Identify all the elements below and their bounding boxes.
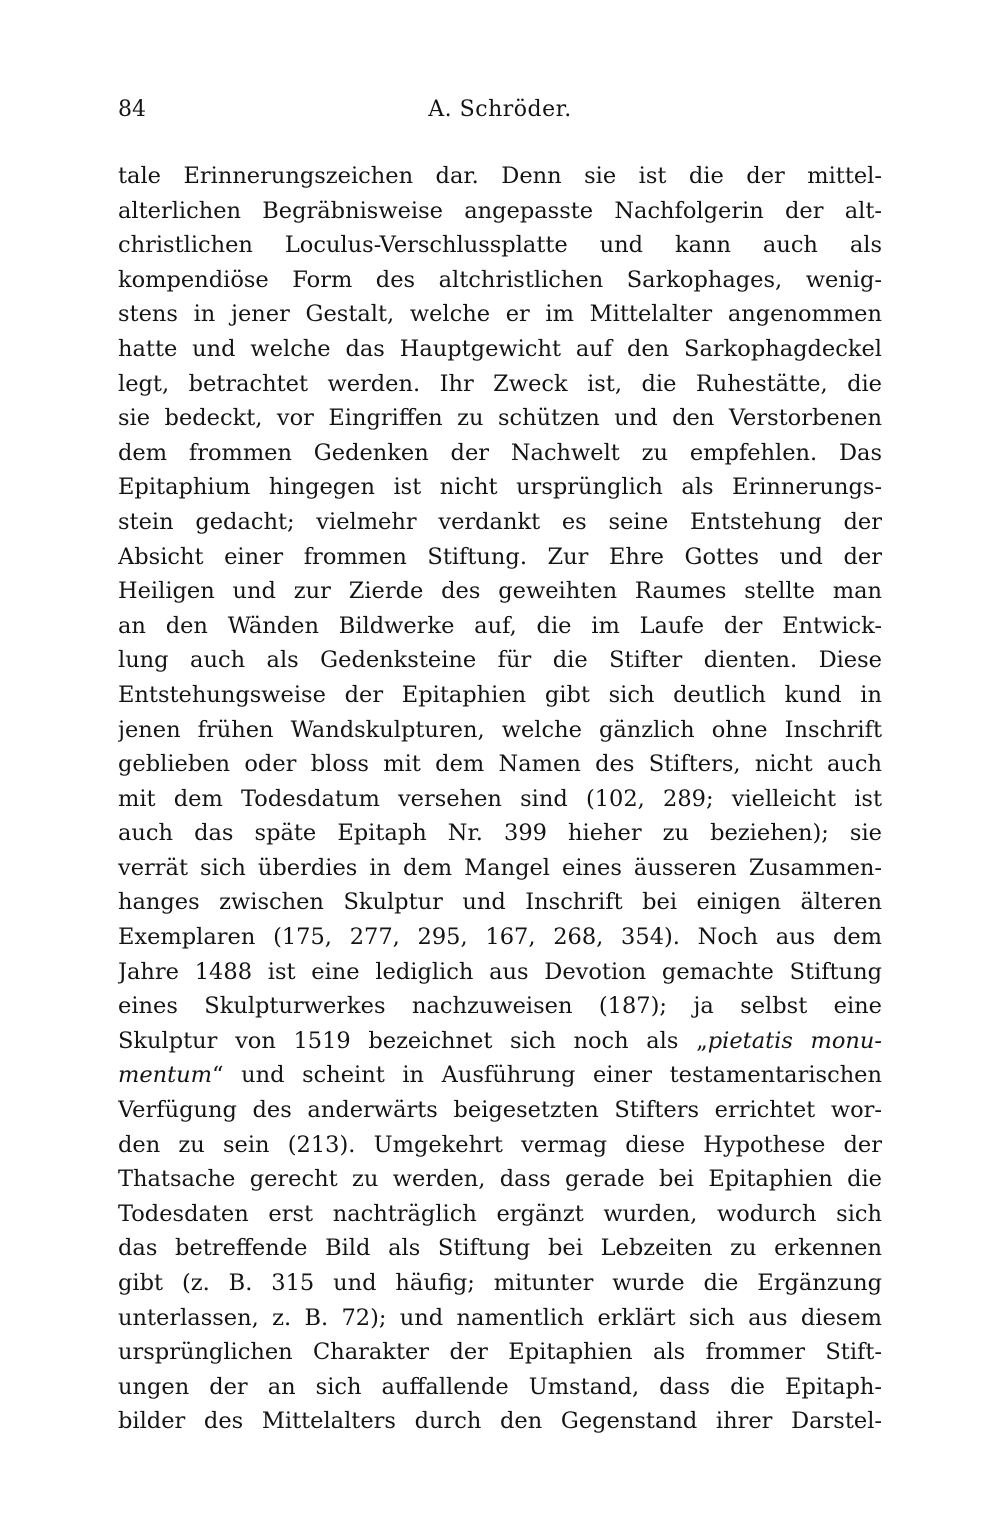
text-line: sie bedeckt, vor Eingriffen zu schützen und den Verstorbenen	[118, 405, 882, 432]
text-line: kompendiöse Form des altchristlichen Sarkophages, wenig-	[118, 266, 882, 293]
running-title: A. Schröder.	[428, 97, 572, 122]
text-line-with-italic	[118, 1058, 882, 1093]
text-line: lung auch als Gedenksteine für die Stifter dienten. Diese	[118, 647, 882, 674]
text-line-with-italic	[118, 1024, 882, 1059]
text-line: das betreffende Bild als Stiftung bei Lebzeiten zu erkennen	[118, 1235, 882, 1262]
running-head	[118, 93, 882, 127]
text-line: an den Wänden Bildwerke auf, die im Laufe der Entwick-	[118, 612, 882, 639]
text-line: hanges zwischen Skulptur und Inschrift bei einigen älteren	[118, 889, 882, 916]
text-line: gibt (z. B. 315 und häufig; mitunter wurde die Ergänzung	[118, 1270, 882, 1296]
text-line: stein gedacht; vielmehr verdankt es seine Entstehung der	[118, 508, 882, 535]
page-number: 84	[118, 97, 146, 122]
text-line: alterlichen Begräbnisweise angepasste Nachfolgerin der alt-	[118, 197, 882, 224]
text-line: unterlassen, z. B. 72); und namentlich erklärt sich aus diesem	[118, 1304, 882, 1331]
text-line: geblieben oder bloss mit dem Namen des Stifters, nicht auch	[118, 751, 882, 778]
text-line: mit dem Todesdatum versehen sind (102, 289; vielleicht ist	[118, 785, 882, 812]
text-line: christlichen Loculus-Verschlussplatte und kann auch als	[118, 232, 882, 259]
text-line: jenen frühen Wandskulpturen, welche gänzlich ohne Inschrift	[118, 716, 882, 743]
text-line: tale Erinnerungszeichen dar. Denn sie ist die der mittel-	[118, 163, 882, 189]
text-line: hatte und welche das Hauptgewicht auf den Sarkophagdeckel	[118, 335, 882, 362]
text-line: stens in jener Gestalt, welche er im Mittelalter angenommen	[118, 301, 882, 328]
text-line: Absicht einer frommen Stiftung. Zur Ehre Gottes und der	[118, 543, 882, 570]
text-line: Exemplaren (175, 277, 295, 167, 268, 354). Noch aus dem	[118, 924, 882, 951]
text-line: Epitaphium hingegen ist nicht ursprünglich als Erinnerungs-	[118, 474, 882, 501]
text-line: Heiligen und zur Zierde des geweihten Raumes stellte man	[118, 578, 882, 605]
line-text: Skulptur von 1519 bezeichnet sich noch als „	[118, 1027, 708, 1054]
text-line: Jahre 1488 ist eine lediglich aus Devotion gemachte Stiftung	[118, 958, 882, 985]
text-line: legt, betrachtet werden. Ihr Zweck ist, die Ruhestätte, die	[118, 370, 882, 397]
text-line: Verfügung des anderwärts beigesetzten Stifters errichtet wor-	[118, 1097, 882, 1124]
text-line: auch das späte Epitaph Nr. 399 hieher zu beziehen); sie	[118, 820, 882, 847]
italic-quote: pietatis monu-	[707, 1027, 882, 1054]
text-line: Thatsache gerecht zu werden, dass gerade bei Epitaphien die	[118, 1166, 882, 1193]
text-line: verrät sich überdies in dem Mangel eines äusseren Zusammen-	[118, 854, 882, 881]
italic-quote: mentum	[118, 1062, 213, 1089]
body-text	[118, 159, 882, 1439]
text-line: ungen der an sich auffallende Umstand, dass die Epitaph-	[118, 1373, 882, 1400]
text-line: eines Skulpturwerkes nachzuweisen (187); ja selbst eine	[118, 993, 882, 1020]
text-line: dem frommen Gedenken der Nachwelt zu empfehlen. Das	[118, 439, 882, 466]
text-line: ursprünglichen Charakter der Epitaphien als frommer Stift-	[118, 1339, 882, 1366]
text-line: den zu sein (213). Umgekehrt vermag diese Hypothese der	[118, 1131, 882, 1158]
text-line: Entstehungsweise der Epitaphien gibt sich deutlich kund in	[118, 681, 882, 708]
line-text: “ und scheint in Ausführung einer testamentarischen	[212, 1062, 882, 1089]
text-line: bilder des Mittelalters durch den Gegenstand ihrer Darstel-	[118, 1408, 882, 1435]
text-line: Todesdaten erst nachträglich ergänzt wurden, wodurch sich	[118, 1200, 882, 1227]
